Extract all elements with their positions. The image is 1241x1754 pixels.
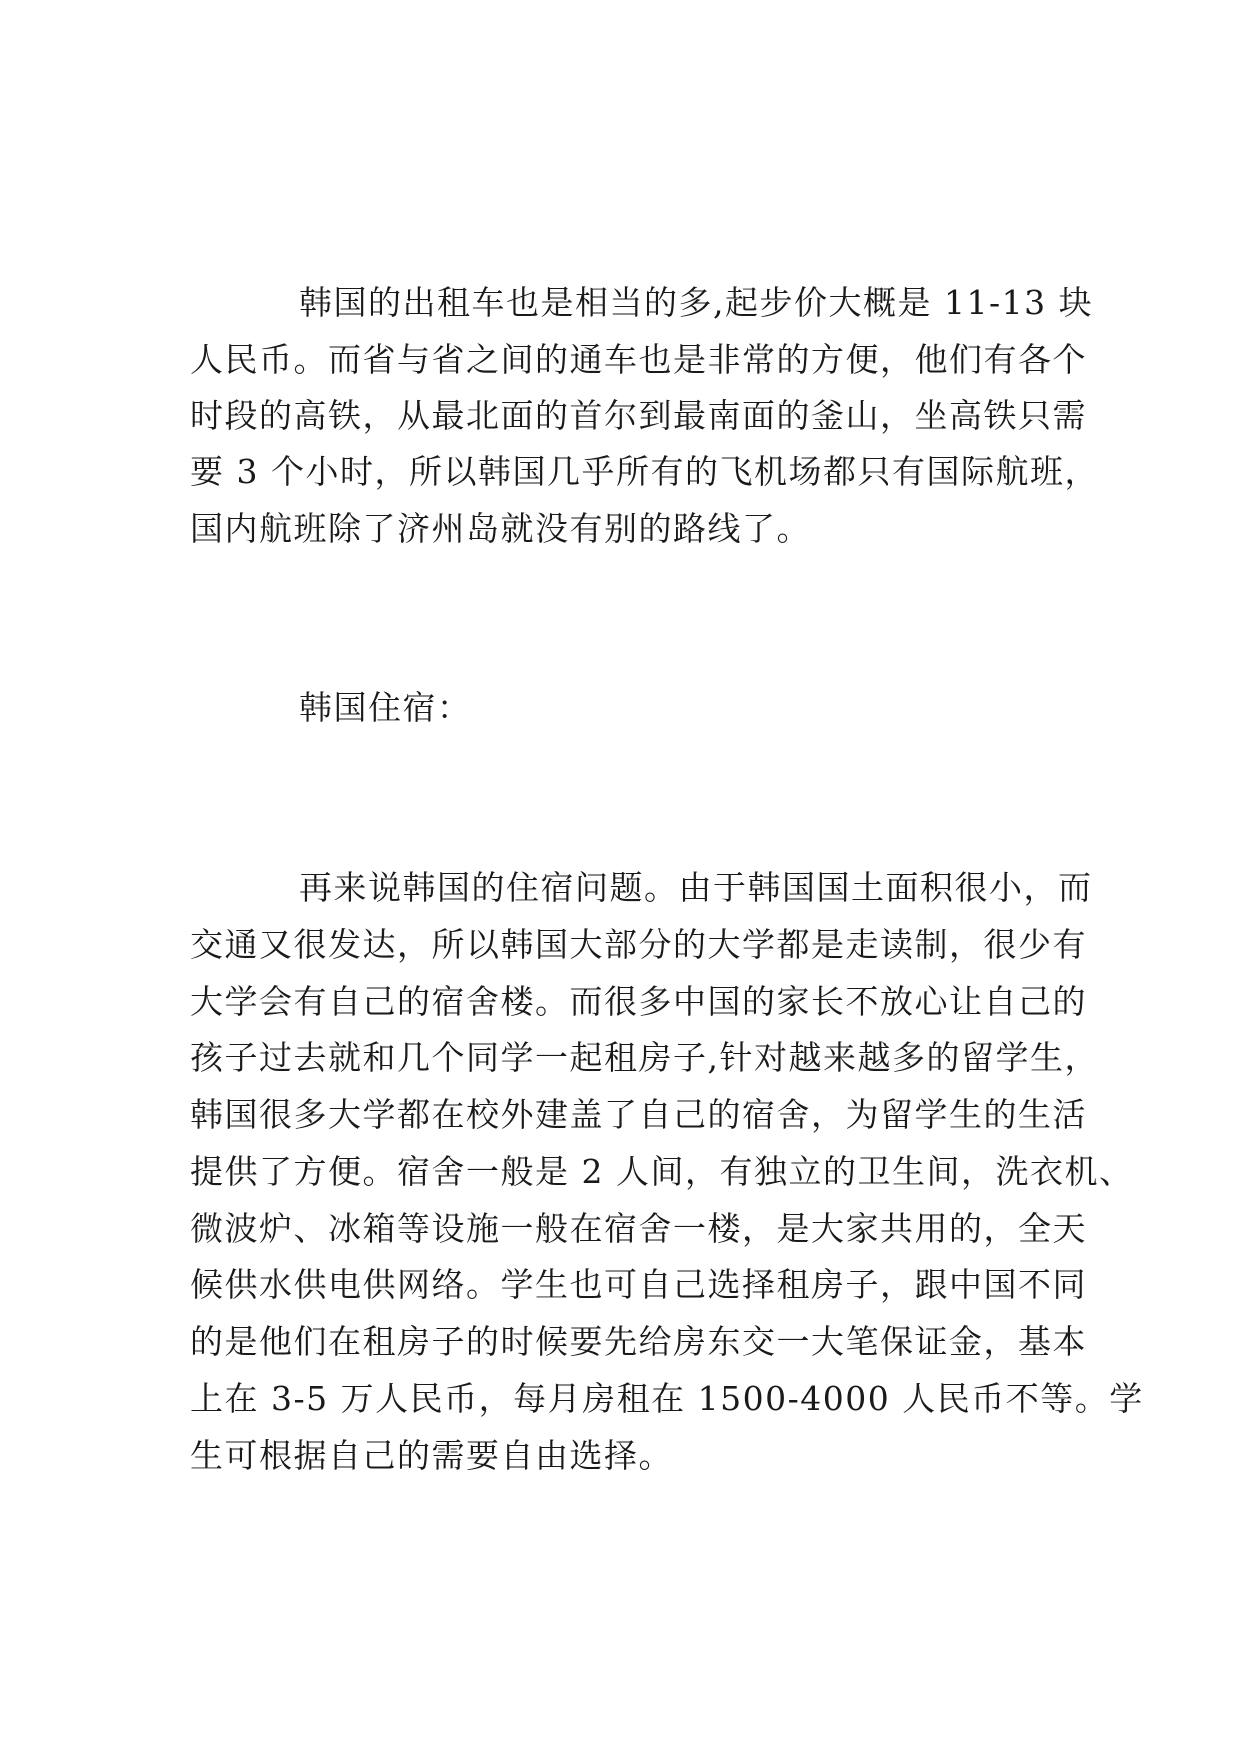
paragraph-2-line-10: 上在 3-5 万人民币，每月房租在 1500-4000 人民币不等。学 xyxy=(190,1379,1144,1418)
paragraph-2-line-11: 生可根据自己的需要自由选择。 xyxy=(190,1436,673,1475)
paragraph-2-line-4: 孩子过去就和几个同学一起租房子,针对越来越多的留学生， xyxy=(190,1038,1099,1077)
paragraph-2-line-5: 韩国很多大学都在校外建盖了自己的宿舍，为留学生的生活 xyxy=(190,1095,1087,1134)
paragraph-2-line-2: 交通又很发达，所以韩国大部分的大学都是走读制，很少有 xyxy=(190,925,1087,964)
paragraph-2-line-1: 再来说韩国的住宿问题。由于韩国国土面积很小，而 xyxy=(299,868,1093,907)
paragraph-1-line-4: 要 3 个小时，所以韩国几乎所有的飞机场都只有国际航班， xyxy=(190,452,1099,491)
paragraph-2-line-8: 候供水供电供网络。学生也可自己选择租房子，跟中国不同 xyxy=(190,1265,1087,1304)
paragraph-1-line-5: 国内航班除了济州岛就没有别的路线了。 xyxy=(190,509,811,548)
paragraph-1-line-1: 韩国的出租车也是相当的多,起步价大概是 11-13 块 xyxy=(299,283,1094,322)
paragraph-1-line-2: 人民币。而省与省之间的通车也是非常的方便，他们有各个 xyxy=(190,340,1087,379)
paragraph-1-line-3: 时段的高铁，从最北面的首尔到最南面的釜山，坐高铁只需 xyxy=(190,396,1087,435)
section-heading: 韩国住宿： xyxy=(299,688,472,727)
paragraph-2-line-6: 提供了方便。宿舍一般是 2 人间，有独立的卫生间，洗衣机、 xyxy=(190,1152,1134,1191)
paragraph-2-line-9: 的是他们在租房子的时候要先给房东交一大笔保证金，基本 xyxy=(190,1322,1087,1361)
paragraph-2-line-7: 微波炉、冰箱等设施一般在宿舍一楼，是大家共用的，全天 xyxy=(190,1209,1087,1248)
paragraph-2-line-3: 大学会有自己的宿舍楼。而很多中国的家长不放心让自己的 xyxy=(190,982,1087,1021)
